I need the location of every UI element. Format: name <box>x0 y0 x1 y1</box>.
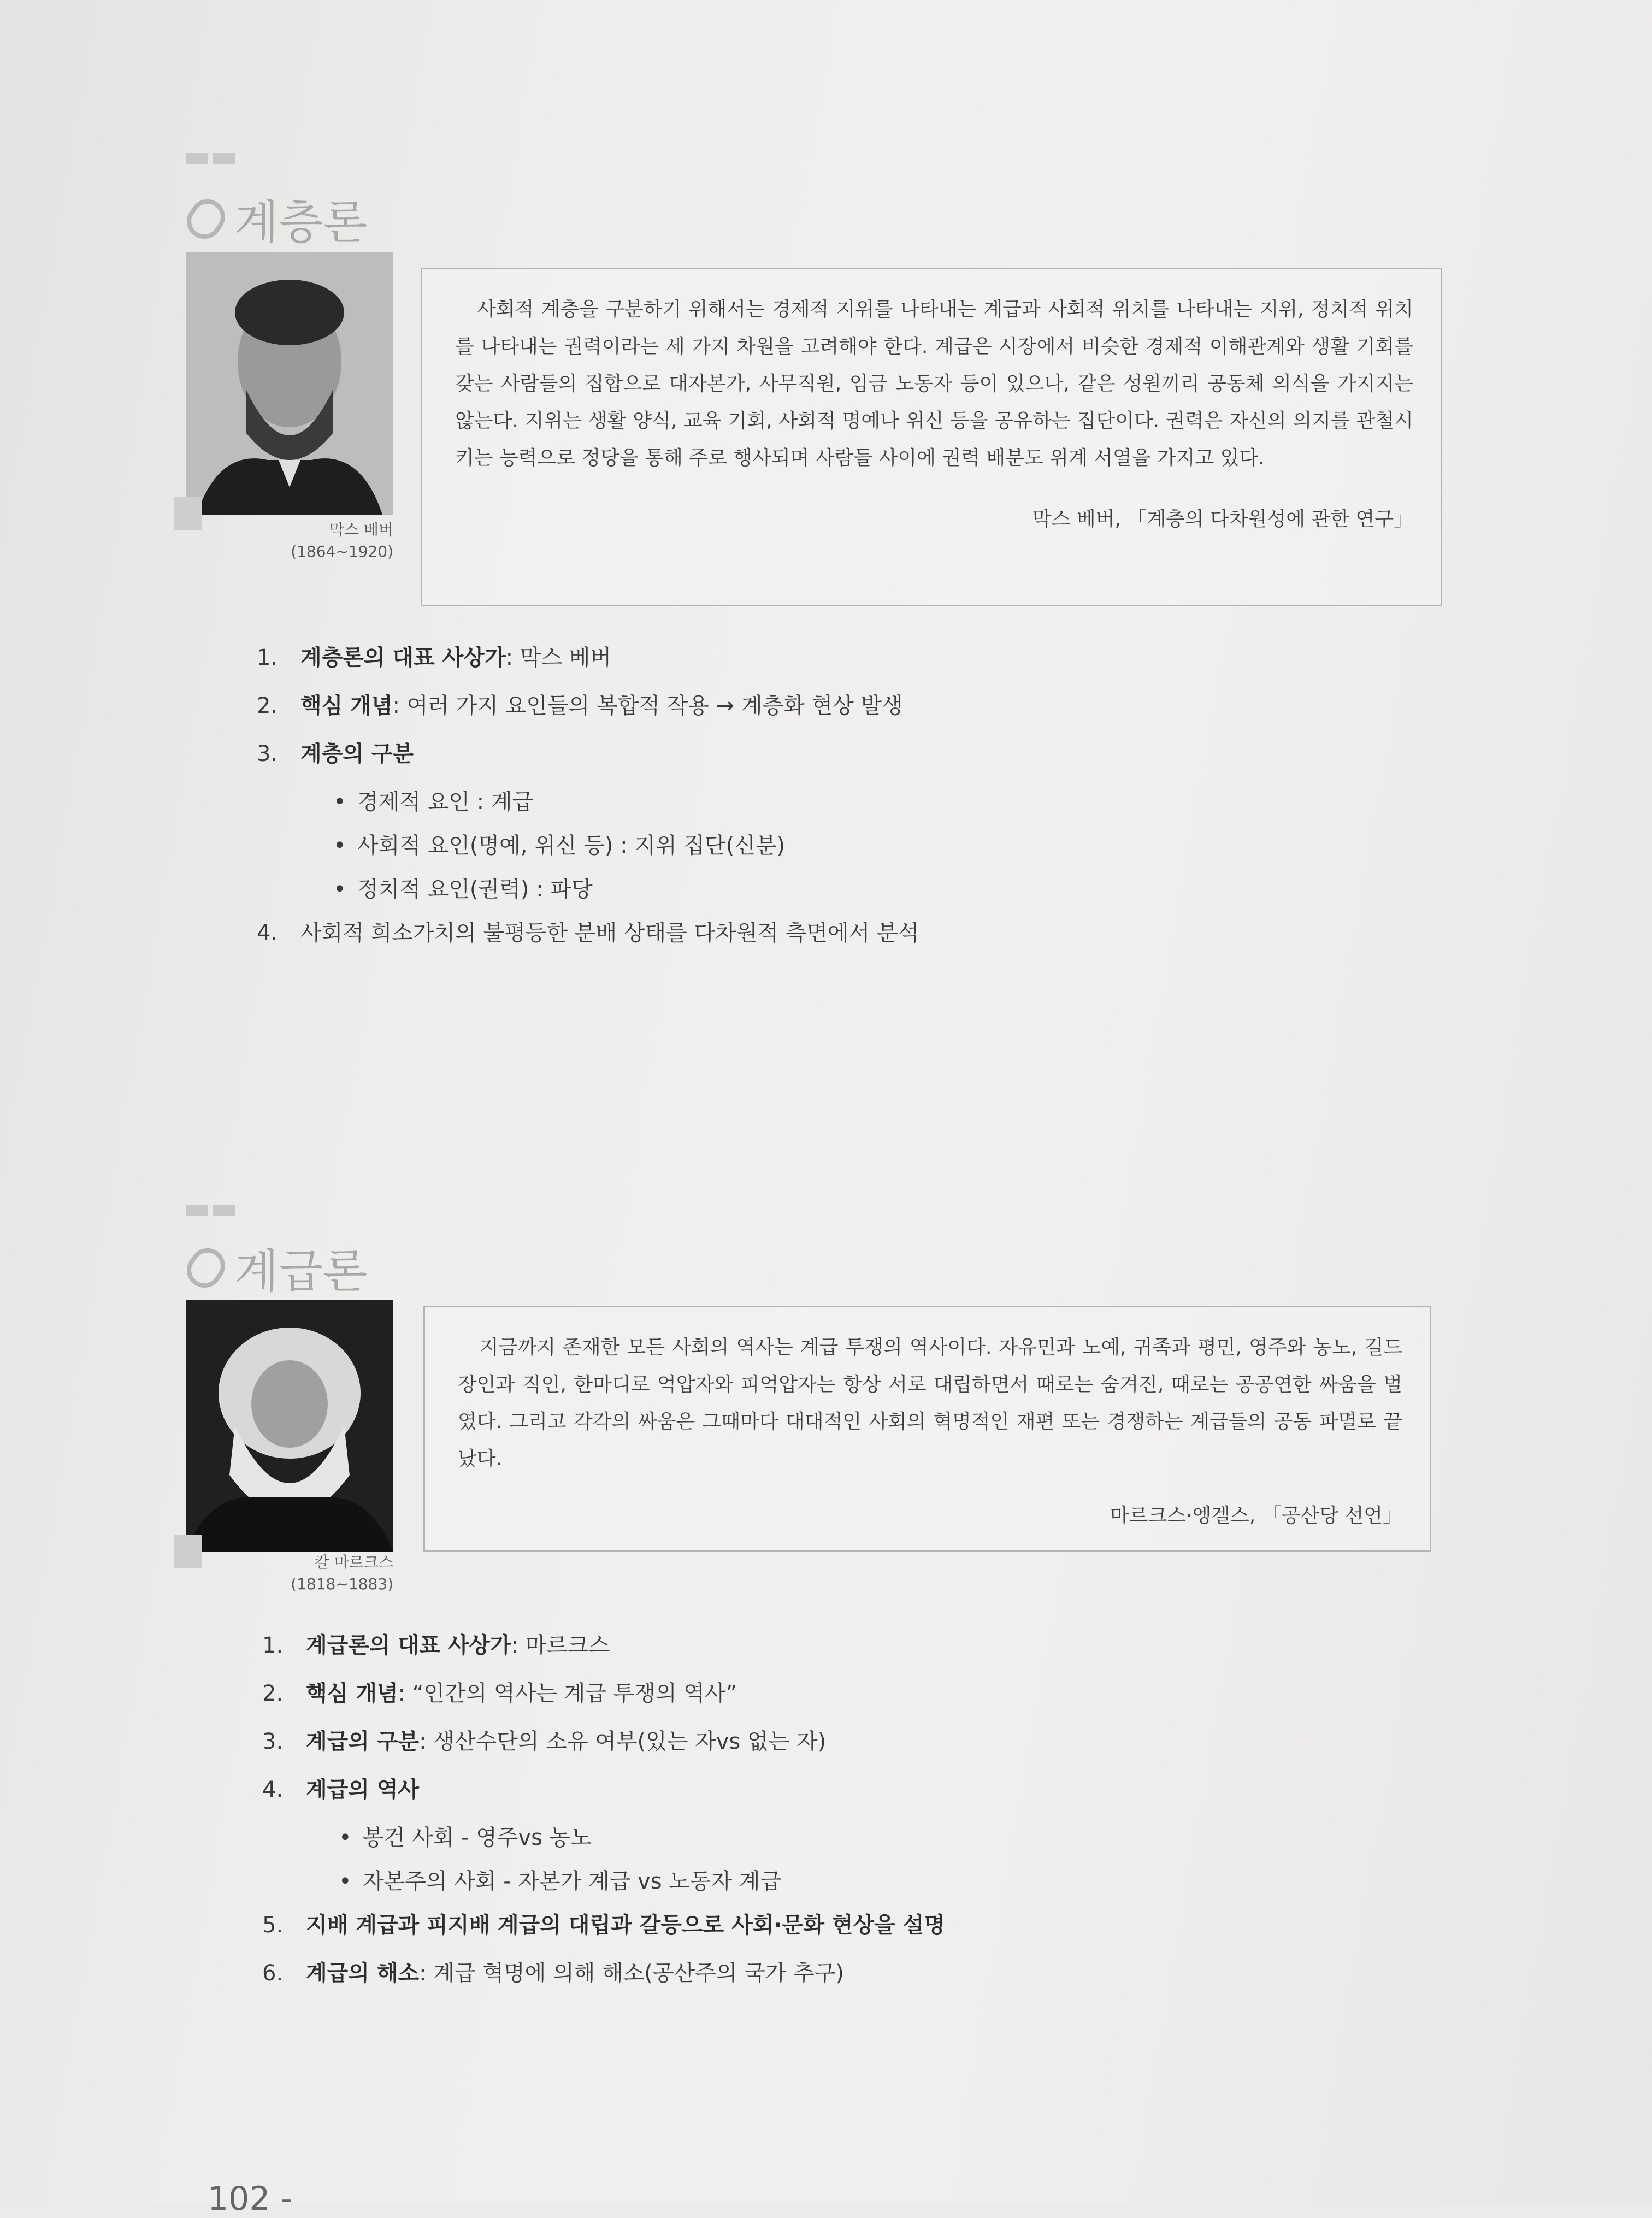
page-tab <box>174 497 202 530</box>
paperclip-icon <box>180 192 232 245</box>
list-item: 1. 계급론의 대표 사상가 : 마르크스 <box>262 1633 610 1658</box>
sub-list-item: • 자본주의 사회 - 자본가 계급 vs 노동자 계급 <box>339 1869 782 1894</box>
sub-list-item: • 정치적 요인(권력) : 파당 <box>333 877 593 902</box>
portrait-caption: 막스 베버 (1864~1920) <box>291 521 393 561</box>
portrait-image <box>186 1300 393 1552</box>
paperclip-icon <box>180 1241 232 1294</box>
quote-box-weber: 사회적 계층을 구분하기 위해서는 경제적 지위를 나타내는 계급과 사회적 위치를 나타내는 지위, 정치적 위치를 나타내는 권력이라는 세 가지 차원을 고려해야 한다. 계급은 시장에서 비슷한 경제적 이해관계와 생활 기회를 갖는 사람들의 집합으로 대자본가, 사무직원, 임금 노동자 등이 있으나, 같은 성원끼리 공동체 의식을 가지지는 않는다. 지위는 생활 양식, 교육 기회, 사회적 명예나 위신 등을 공유하는 집단이다. 권력은 자신의 의지를 관철시키는 능력으로 정당을 통해 주로 행사되며 사람들 사이에 권력 배분도 위계 서열을 가지고 있다. 막스 베버, 「계층의 다차원성에 관한 연구」 <box>421 268 1442 606</box>
list-item: 4. 계급의 역사 <box>262 1777 420 1802</box>
list-item: 1. 계층론의 대표 사상가 : 막스 베버 <box>257 645 612 670</box>
list-item: 6. 계급의 해소 : 계급 혁명에 의해 해소(공산주의 국가 추구) <box>262 1961 844 1986</box>
list-item: 3. 계층의 구분 <box>257 741 414 766</box>
list-stratification <box>257 640 919 964</box>
sub-list-item: • 사회적 요인(명예, 위신 등) : 지위 집단(신분) <box>333 833 786 858</box>
page-number: 102 - <box>208 2180 293 2218</box>
header-marks <box>186 1205 240 1218</box>
portrait-karl-marx <box>186 1300 393 1552</box>
section-title-class: 계급론 <box>188 1235 367 1301</box>
list-class <box>262 1628 945 2004</box>
sub-list-item: • 봉건 사회 - 영주vs 농노 <box>339 1825 592 1850</box>
list-item: 4. 사회적 희소가치의 불평등한 분배 상태를 다차원적 측면에서 분석 <box>257 921 919 946</box>
header-marks <box>186 153 240 166</box>
sub-list-item: • 경제적 요인 : 계급 <box>333 789 534 815</box>
portrait-caption: 칼 마르크스 (1818~1883) <box>291 1553 393 1593</box>
list-item: 3. 계급의 구분 : 생산수단의 소유 여부(있는 자vs 없는 자) <box>262 1729 827 1754</box>
portrait-image <box>186 252 393 515</box>
section-title-stratification: 계층론 <box>188 186 367 252</box>
list-item: 5. 지배 계급과 피지배 계급의 대립과 갈등으로 사회·문화 현상을 설명 <box>262 1913 945 1938</box>
list-item: 2. 핵심 개념 : “인간의 역사는 계급 투쟁의 역사” <box>262 1681 738 1706</box>
quote-box-marx: 지금까지 존재한 모든 사회의 역사는 계급 투쟁의 역사이다. 자유민과 노예, 귀족과 평민, 영주와 농노, 길드 장인과 직인, 한마디로 억압자와 피억압자는 항상 서로 대립하면서 때로는 숨겨진, 때로는 공공연한 싸움을 벌였다. 그리고 각각의 싸움은 그때마다 대대적인 사회의 혁명적인 재편 또는 경쟁하는 계급들의 공동 파멸로 끝났다. 마르크스·엥겔스, 「공산당 선언」 <box>423 1306 1431 1552</box>
page-tab <box>174 1535 202 1568</box>
portrait-max-weber <box>186 252 393 515</box>
list-item: 2. 핵심 개념 : 여러 가지 요인들의 복합적 작용 → 계층화 현상 발생 <box>257 693 903 718</box>
